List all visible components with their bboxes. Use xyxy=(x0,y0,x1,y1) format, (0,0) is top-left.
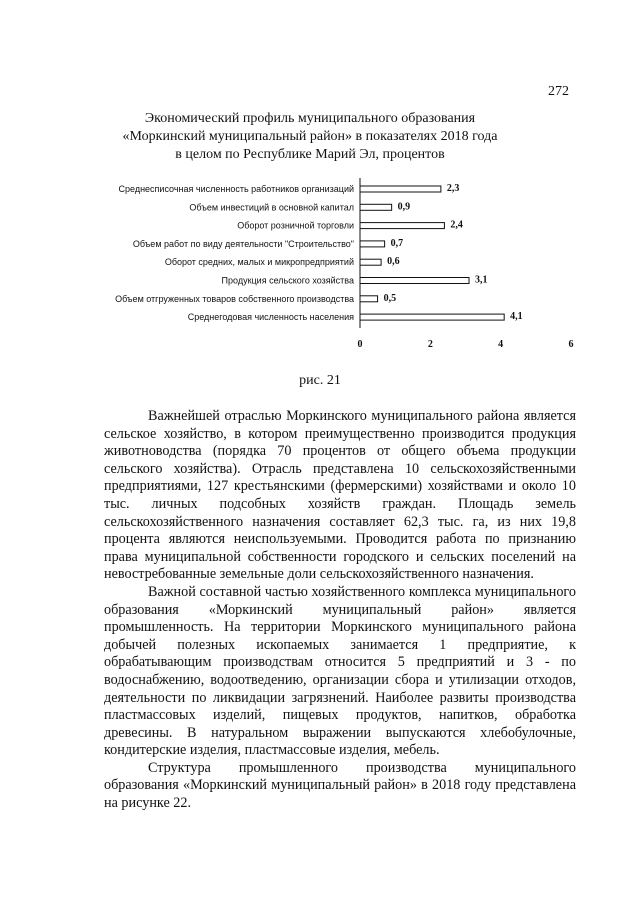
data-label: 2,3 xyxy=(446,183,460,194)
data-label: 0,9 xyxy=(397,201,411,213)
data-label: 0,5 xyxy=(383,292,397,304)
page-number: 272 xyxy=(548,84,569,99)
data-label: 0,7 xyxy=(390,237,404,249)
bar xyxy=(360,241,385,247)
category-label: Объем работ по виду деятельности "Строительство" xyxy=(132,238,354,249)
x-tick-label: 6 xyxy=(568,339,574,350)
bar xyxy=(360,314,504,320)
category-label: Продукция сельского хозяйства xyxy=(221,275,354,286)
bar xyxy=(360,204,392,210)
body-text xyxy=(104,408,576,813)
x-tick-label: 2 xyxy=(427,339,433,350)
category-label: Объем инвестиций в основной капитал xyxy=(189,202,354,213)
category-label: Объем отгруженных товаров собственного производства xyxy=(115,293,354,304)
bar xyxy=(360,278,469,284)
x-tick-label: 0 xyxy=(357,339,363,350)
x-tick-label: 4 xyxy=(498,339,504,350)
bar xyxy=(360,296,378,302)
data-label: 2,4 xyxy=(450,219,463,231)
category-label: Оборот розничной торговли xyxy=(237,220,354,231)
bar xyxy=(360,186,441,192)
paragraph-2: Важной составной частью хозяйственного комплекса муниципального образования «Моркинский муниципальный район» является промышленность. На территории Моркинского муниципального района добычей полезных ископаемых занимается 1 предприятие, к обрабатывающим производствам относится 5 предприятий и 3 - по водоснабжению, водоотведению, организации сбора и утилизации отходов, деятельности по ликвидации загрязнений. Наиболее развиты производства пластмассовых изделий, пищевых продуктов, напитков, обработка древесины. В натуральном выражении выпускаются хлебобулочные, кондитерские изделия, пластмассовые изделия, мебель. xyxy=(104,583,576,759)
chart-title-line-1: Экономический профиль муниципального образования xyxy=(144,111,476,126)
bar-chart xyxy=(0,0,640,360)
paragraph-1: Важнейшей отраслью Моркинского муниципального района является сельское хозяйство, в котором преимущественно производится продукция животноводства (порядка 70 процентов от общего объема продукции сельского хозяйства). Отрасль представлена 10 сельскохозяйственными предприятиями, 127 крестьянскими (фермерскими) хозяйствами и около 10 тыс. личных подсобных хозяйств граждан. Площадь земель сельскохозяйственного назначения составляет 62,3 тыс. га, из них 19,8 процента являются неиспользуемыми. Проводится работа по признанию права муниципальной собственности городского и сельских поселений на невостребованные земельные доли сельскохозяйственного назначения. xyxy=(104,408,576,583)
bar xyxy=(360,259,381,265)
paragraph-3: Структура промышленного производства муниципального образования «Моркинский муниципальный район» в 2018 году представлена на рисунке 22. xyxy=(104,759,576,812)
category-label: Среднесписочная численность работников организаций xyxy=(118,184,354,194)
category-label: Среднегодовая численность населения xyxy=(187,312,354,323)
figure-caption: рис. 21 xyxy=(299,373,341,388)
category-label: Оборот средних, малых и микропредприятий xyxy=(164,257,354,268)
data-label: 0,6 xyxy=(387,256,400,268)
data-label: 4,1 xyxy=(510,311,523,323)
chart-title-line-2: «Моркинский муниципальный район» в показателях 2018 года xyxy=(122,129,498,144)
data-label: 3,1 xyxy=(475,274,488,286)
chart-title-line-3: в целом по Республике Марий Эл, процентов xyxy=(175,147,445,162)
bar xyxy=(360,223,444,229)
